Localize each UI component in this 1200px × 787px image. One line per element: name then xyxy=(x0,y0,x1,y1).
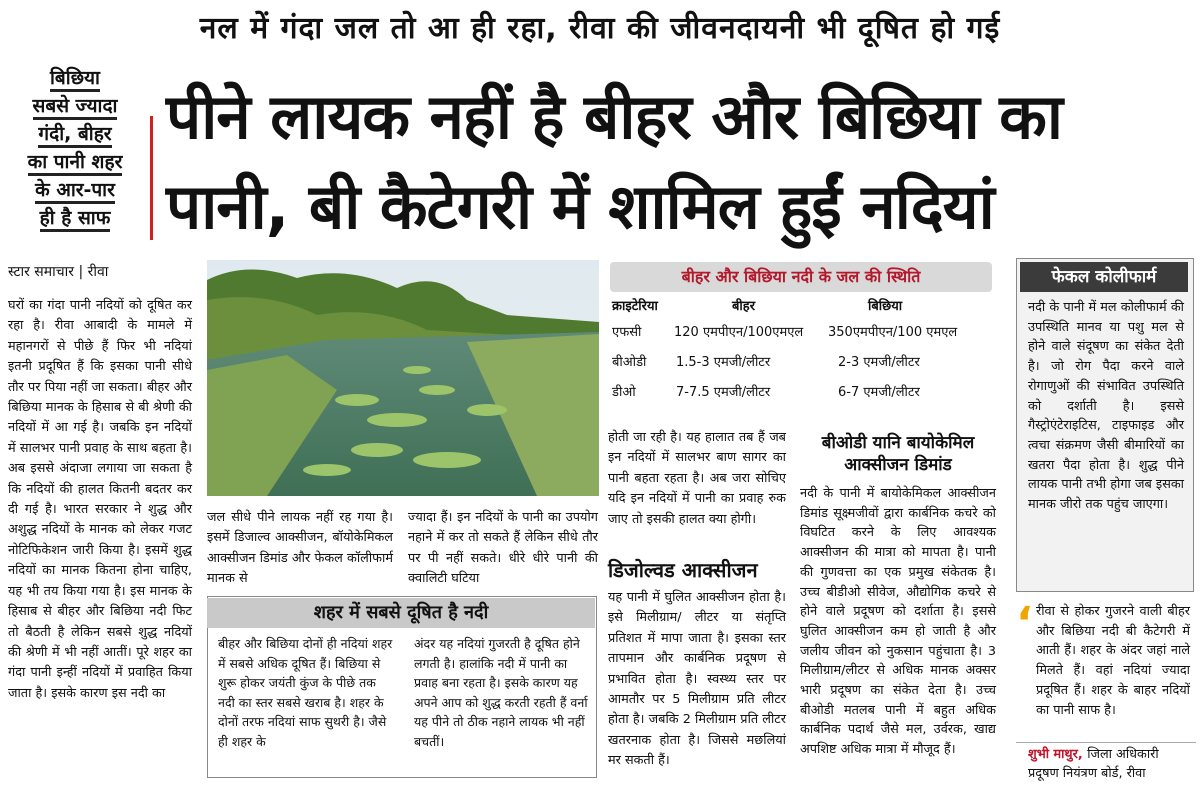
quote-mark-icon: ‘ xyxy=(1016,598,1033,649)
headline-line-1: पीने लायक नहीं है बीहर और बिछिया का xyxy=(166,80,1062,153)
subsection-title: शहर में सबसे दूषित है नदी xyxy=(207,598,595,628)
quote-divider xyxy=(1016,742,1196,743)
fecal-box-text: नदी के पानी में मल कोलीफार्म की उपस्थिति मानव या पशु मल से होने वाले संदूषण का संकेत देती है। जो रोग पैदा करने वाले रोगाणुओं की संभावित उपस्थिति को दर्शाती है। इससे गैस्ट्रोएंटेराइटिस, टाइफाइड और त्वचा संक्रमण जैसी बीमारियों का खतरा पैदा होता है। शुद्ध पीने लायक पानी तभी होगा जब इसका मानक जीरो तक पहुंच जाएगा। xyxy=(1028,300,1184,513)
table-cell: 120 एमपीएन/100एमएल xyxy=(674,325,804,340)
side-highlight-box xyxy=(8,64,142,244)
oxygen-section-title: डिजोल्वड आक्सीजन xyxy=(608,558,758,582)
subsection-column-2: अंदर यह नदियां गुजरती है दूषित होने लगती है। हालांकि नदी में पानी का प्रवाह बना रहता है। इसके कारण यह अपने आप को शुद्ध करती रहती हैं वर्ना यह पीने तो ठीक नहाने लायक भी नहीं बचतीं। xyxy=(414,636,588,749)
red-divider xyxy=(150,116,153,240)
table-cell: 350एमपीएन/100 एमएल xyxy=(828,325,958,340)
table-title: बीहर और बिछिया नदी के जल की स्थिति xyxy=(610,262,992,292)
table-cell: 1.5-3 एमजी/लीटर xyxy=(676,355,771,370)
main-headline xyxy=(166,72,1196,252)
bod-section-text: नदी के पानी में बायोकेमिकल आक्सीजन डिमांड सूक्ष्मजीवों द्वारा कार्बनिक कचरे को विघटित करने के लिए आवश्यक आक्सीजन की मात्रा को मापता है। पानी की गुणवत्ता का एक प्रमुख संकेतक है। उच्च बीडीओ सीवेज, औद्योगिक कचरे से होने वाले प्रदूषण को दर्शाता है। इससे घुलित आक्सीजन कम हो जाती है और जलीय जीवन को नुकसान पहुंचाता है। 3 मिलीग्राम/लीटर से अधिक मानक अक्सर भारी प्रदूषण का संकेत देता है। उच्च बीओडी मतलब पानी में बहुत अधिक कार्बनिक पदार्थ जैसे मल, उर्वरक, खाद्य अपशिष्ट अधिक मात्रा में मौजूद हैं। xyxy=(800,486,996,758)
article-column-3a: होती जा रही है। यह हालात तब हैं जब इन नदियों में सालभर बाण सागर का पानी बहता रहता है। अब जरा सोचिए यदि इन नदियों में पानी का प्रवाह रुक जाए तो इसकी हालत क्या होगी। xyxy=(608,430,786,527)
side-line: ही है साफ xyxy=(40,207,111,232)
oxygen-section-text: यह पानी में घुलित आक्सीजन होता है। इसे मिलीग्राम/ लीटर या संतृप्ति प्रतिशत में मापा जाता है। इसका स्तर तापमान और कार्बनिक प्रदूषण से प्रभावित होता है। स्वस्थ्य स्तर पर आमतौर पर 5 मिलीग्राम प्रति लीटर होता है। जबकि 2 मिलीग्राम प्रति लीटर खतरनाक होता है। जिससे मछलियां मर सकती हैं। xyxy=(608,590,786,769)
kicker-headline: नल में गंदा जल तो आ ही रहा, रीवा की जीवनदायनी भी दूषित हो गई xyxy=(199,11,1001,46)
subsection-column-1: बीहर और बिछिया दोनों ही नदियां शहर में सबसे अधिक दूषित हैं। बिछिया से शुरू होकर जयंती कुंज के पीछे तक नदी का स्तर सबसे खराब है। शहर के दोनों तरफ नदियां साफ सुथरी है। जैसे ही शहर के xyxy=(218,636,393,749)
fecal-box-title: फेकल कोलीफार्म xyxy=(1020,262,1188,292)
table-header-cell: बीहर xyxy=(732,299,756,314)
bod-title-line: आक्सीजन डिमांड xyxy=(844,455,952,475)
side-line: गंदी, बीहर xyxy=(38,123,111,148)
table-cell: बीओडी xyxy=(612,355,647,370)
headline-line-2: पानी, बी कैटेगरी में शामिल हुईं नदियां xyxy=(166,170,994,243)
side-line: बिछिया xyxy=(50,67,100,92)
bod-section-title xyxy=(800,432,996,476)
byline: स्टार समाचार | रीवा xyxy=(8,264,109,280)
side-line: के आर-पार xyxy=(35,179,115,204)
quote-text: रीवा से होकर गुजरने वाली बीहर और बिछिया नदी बी कैटेगरी में आती हैं। शहर के अंदर जहां नाले मिलते हैं। वहां नदियां ज्यादा प्रदूषित हैं। शहर के बाहर नदियों का पानी साफ है। xyxy=(1036,604,1190,718)
quote-author xyxy=(1028,746,1196,763)
table-header-cell: क्राइटेरिया xyxy=(612,299,658,314)
quote-author-name: शुभी माथुर, xyxy=(1028,747,1083,762)
quote-author-role: जिला अधिकारी xyxy=(1087,747,1159,762)
article-column-1: घरों का गंदा पानी नदियों को दूषित कर रहा है। रीवा आबादी के मामले में महानगरों से पीछे हैं फिर भी नदियां इतनी प्रदूषित हैं कि इसका पानी सीधे तौर पर पिया नहीं जा सकता। बीहर और बिछिया मानक के हिसाब से बी श्रेणी की नदियों में आ गई है। जबकि इन नदियों में सालभर पानी प्रवाह के साथ बहता है। अब इससे अंदाजा लगाया जा सकता है कि नदियों की हालत कितनी बदतर कर दी गई है। भारत सरकार ने शुद्ध और अशुद्ध नदियों के मानक को लेकर गजट नोटिफिकेशन जारी किया है। इसमें शुद्ध नदियों का मानक कितना होना चाहिए, यह भी तय किया गया है। इस मानक के हिसाब से बीहर और बिछिया नदी फिट तो बैठती है लेकिन सबसे शुद्ध नदियों की श्रेणी में भी नहीं आतीं। पूरे शहर का गंदा पानी इन्हीं नदियों में प्रवाहित किया जाता है। इसके कारण इस नदी का xyxy=(8,298,192,701)
river-photo xyxy=(207,260,599,496)
table-header-cell: बिछिया xyxy=(868,299,903,314)
article-column-2b: ज्यादा हैं। इन नदियों के पानी का उपयोग नहाने में कर तो सकते हैं लेकिन सीधे तौर पर पी नहीं सकते। धीरे धीरे पानी की क्वालिटी घटिया xyxy=(408,510,598,587)
table-cell: 2-3 एमजी/लीटर xyxy=(838,355,920,370)
side-line: का पानी शहर xyxy=(28,151,123,176)
table-cell: 6-7 एमजी/लीटर xyxy=(838,385,920,400)
table-cell: 7-7.5 एमजी/लीटर xyxy=(676,385,771,400)
quote-author-designation: प्रदूषण नियंत्रण बोर्ड, रीवा xyxy=(1028,766,1146,781)
side-line: सबसे ज्यादा xyxy=(33,95,118,120)
table-cell: डीओ xyxy=(612,385,636,400)
bod-title-line: बीओडी यानि बायोकेमिल xyxy=(821,433,975,453)
table-cell: एफसी xyxy=(612,325,642,340)
article-column-2a: जल सीधे पीने लायक नहीं रह गया है। इसमें डिजाल्व आक्सीजन, बॉयोकेमिकल आक्सीजन डिमांड और फेकल कॉलीफार्म मानक से xyxy=(207,510,393,587)
